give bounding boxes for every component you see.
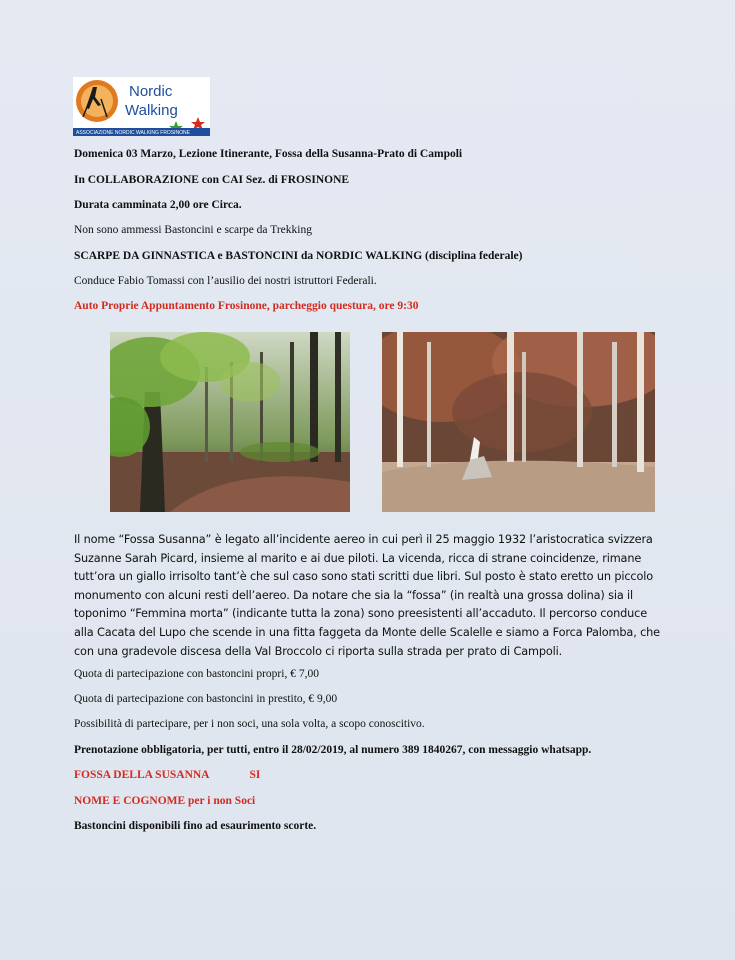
paragraph-line: Suzanne Sarah Picard, insieme al marito e ai due piloti. La vicenda, ricca di strane coincidenze, rimane — [74, 551, 642, 565]
quota-loan-poles: Quota di partecipazione con bastoncini in prestito, € 9,00 — [74, 693, 338, 705]
not-allowed-line: Non sono ammessi Bastoncini e scarpe da Trekking — [74, 224, 312, 236]
paragraph-line: Il nome “Fossa Susanna” è legato all’incidente aereo in cui perì il 25 maggio 1932 l’aristocratica svizzera — [74, 533, 653, 546]
non-members-note: Possibilità di partecipare, per i non soci, una sola volta, a scopo conoscitivo. — [74, 718, 425, 730]
paragraph-line: alla Cacata del Lupo che scende in una fitta faggeta da Monte delle Scalelle e siamo a Forca Palomba, che — [74, 625, 660, 639]
logo-title-2: Walking — [125, 102, 178, 119]
fossa-line — [74, 769, 260, 781]
quota-own-poles: Quota di partecipazione con bastoncini propri, € 7,00 — [74, 668, 319, 680]
event-title: Domenica 03 Marzo, Lezione Itinerante, Fossa della Susanna-Prato di Campoli — [74, 148, 463, 160]
duration-line: Durata camminata 2,00 ore Circa. — [74, 199, 242, 211]
name-surname-line: NOME E COGNOME per i non Soci — [74, 795, 256, 807]
paragraph-line: con una gradevole discesa della Val Broccolo ci riporta sulla strada per prato di Campoli. — [74, 644, 563, 658]
equipment-line: SCARPE DA GINNASTICA e BASTONCINI da NORDIC WALKING (disciplina federale) — [74, 250, 523, 262]
logo-title-1: Nordic — [129, 83, 173, 100]
paragraph-line: toponimo “Femmina morta” (indicante tutta la zona) sono preesistenti all’accaduto. Il percorso conduce — [74, 607, 648, 621]
paragraph-line: tutt’ora un giallo irrisolto tant’è che sul caso sono stati scritti due libri. Sul posto è stato eretto un piccolo — [74, 570, 653, 584]
booking-line: Prenotazione obbligatoria, per tutti, entro il 28/02/2019, al numero 389 1840267, con messaggio whatsapp. — [74, 744, 592, 756]
fossa-label: FOSSA DELLA SUSANNA — [74, 769, 210, 781]
conductor-line: Conduce Fabio Tomassi con l’ausilio dei nostri istruttori Federali. — [74, 275, 377, 287]
collaboration-line: In COLLABORAZIONE con CAI Sez. di FROSINONE — [74, 174, 350, 186]
si-label: SI — [249, 769, 261, 781]
history-paragraph — [74, 531, 664, 661]
meeting-point-line: Auto Proprie Appuntamento Frosinone, parcheggio questura, ore 9:30 — [74, 300, 419, 312]
poles-availability-line: Bastoncini disponibili fino ad esaurimento scorte. — [74, 820, 317, 832]
paragraph-line: monumento con alcuni resti dell’aereo. Da notare che sia la “fossa” (in realtà una grossa dolina) sia il — [74, 588, 634, 602]
autumn-forest-photo — [382, 332, 655, 512]
logo-tagline: ASSOCIAZIONE NORDIC WALKING FROSINONE — [76, 130, 190, 136]
nordic-walking-logo — [73, 77, 210, 136]
green-forest-photo — [110, 332, 350, 512]
